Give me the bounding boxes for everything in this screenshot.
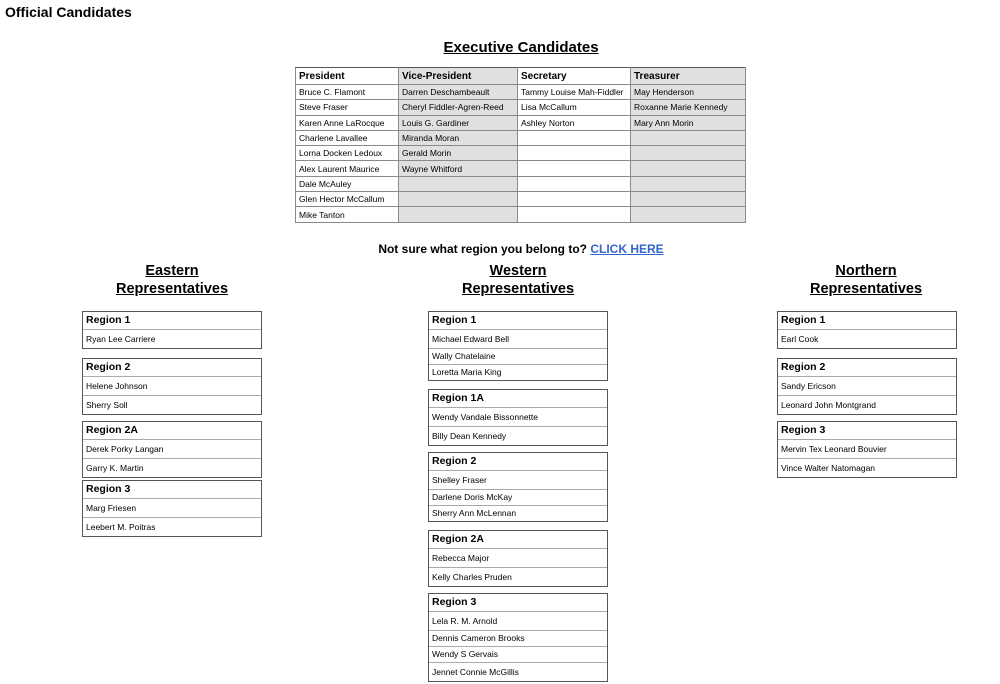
candidate-name: Sherry Soll <box>86 400 128 410</box>
region-title: Region 2A <box>83 422 261 440</box>
candidate-cell-treasurer: May Henderson <box>631 85 746 100</box>
column-header-treasurer: Treasurer <box>631 68 746 85</box>
eastern-region-box <box>82 421 262 478</box>
candidate-cell-treasurer: Mary Ann Morin <box>631 115 746 130</box>
candidate-cell-vice-president: Gerald Morin <box>399 146 518 161</box>
candidate-name: Michael Edward Bell <box>429 330 607 349</box>
northern-region-box <box>777 311 957 349</box>
eastern-heading <box>72 262 272 298</box>
column-header-secretary: Secretary <box>518 68 631 85</box>
candidate-name: Vince Walter Natomagan <box>781 463 876 473</box>
western-region-box <box>428 452 608 522</box>
candidate-name: Leebert M. Poitras <box>86 522 156 532</box>
candidate-name: Wendy Vandale Bissonnette <box>429 408 607 427</box>
western-region-box <box>428 530 608 587</box>
executive-heading: Executive Candidates <box>443 39 599 56</box>
northern-heading-line2: Representatives <box>809 281 923 297</box>
northern-region-box <box>777 358 957 415</box>
western-heading-line1: Western <box>489 263 547 279</box>
eastern-heading-line2: Representatives <box>115 281 229 297</box>
region-title: Region 3 <box>778 422 956 440</box>
western-region-box <box>428 593 608 682</box>
table-row <box>296 100 746 115</box>
candidate-name: Rebecca Major <box>429 549 607 568</box>
western-heading-line2: Representatives <box>461 281 575 297</box>
candidate-cell-vice-president: Miranda Moran <box>399 130 518 145</box>
candidate-name: Helene Johnson <box>83 377 261 396</box>
candidate-name: Wendy S Gervais <box>429 647 607 663</box>
candidate-cell-president: Alex Laurent Maurice <box>296 161 399 176</box>
candidate-cell-president: Dale McAuley <box>296 176 399 191</box>
candidate-cell-secretary <box>518 176 631 191</box>
candidate-name: Dennis Cameron Brooks <box>429 631 607 647</box>
candidate-cell-treasurer <box>631 146 746 161</box>
candidate-cell-president: Steve Fraser <box>296 100 399 115</box>
western-region-box <box>428 311 608 381</box>
column-header-vice-president: Vice-President <box>399 68 518 85</box>
candidate-name: Shelley Fraser <box>429 471 607 490</box>
candidate-cell-secretary <box>518 161 631 176</box>
candidate-name: Billy Dean Kennedy <box>432 431 507 441</box>
candidate-cell-vice-president <box>399 176 518 191</box>
region-title: Region 1 <box>83 312 261 330</box>
candidate-cell-vice-president <box>399 207 518 222</box>
region-title: Region 1 <box>778 312 956 330</box>
candidate-cell-vice-president: Darren Deschambeault <box>399 85 518 100</box>
region-title: Region 1A <box>429 390 607 408</box>
table-header-row <box>296 68 746 85</box>
candidate-name: Ryan Lee Carriere <box>86 334 156 344</box>
candidate-cell-president: Bruce C. Flamont <box>296 85 399 100</box>
candidate-cell-secretary <box>518 130 631 145</box>
candidate-cell-secretary: Lisa McCallum <box>518 100 631 115</box>
region-title: Region 2 <box>429 453 607 471</box>
western-region-box <box>428 389 608 446</box>
column-header-president: President <box>296 68 399 85</box>
candidate-cell-treasurer <box>631 161 746 176</box>
candidate-cell-treasurer <box>631 192 746 207</box>
candidate-cell-treasurer <box>631 207 746 222</box>
candidate-name: Mervin Tex Leonard Bouvier <box>778 440 956 459</box>
table-row <box>296 192 746 207</box>
candidate-name: Lela R. M. Arnold <box>429 612 607 631</box>
northern-heading <box>766 262 966 298</box>
eastern-region-box <box>82 358 262 415</box>
candidate-name: Kelly Charles Pruden <box>432 572 512 582</box>
table-row <box>296 207 746 222</box>
region-title: Region 2A <box>429 531 607 549</box>
candidate-name: Jennet Connie McGillis <box>432 667 519 677</box>
table-row <box>296 161 746 176</box>
region-title: Region 2 <box>778 359 956 377</box>
region-prompt <box>0 242 1000 256</box>
northern-heading-line1: Northern <box>835 263 897 279</box>
page-title: Official Candidates <box>5 4 132 20</box>
region-title: Region 3 <box>83 481 261 499</box>
table-row <box>296 176 746 191</box>
candidate-name: Darlene Doris McKay <box>429 490 607 506</box>
region-title: Region 2 <box>83 359 261 377</box>
candidate-name: Sherry Ann McLennan <box>432 508 517 518</box>
candidate-name: Earl Cook <box>781 334 819 344</box>
candidate-cell-treasurer <box>631 130 746 145</box>
candidate-name: Leonard John Montgrand <box>781 400 876 410</box>
region-prompt-text: Not sure what region you belong to? <box>378 242 587 256</box>
candidate-name: Wally Chatelaine <box>429 349 607 365</box>
candidate-name: Sandy Ericson <box>778 377 956 396</box>
candidate-cell-secretary <box>518 207 631 222</box>
candidate-cell-treasurer <box>631 176 746 191</box>
executive-candidates-table <box>295 67 746 223</box>
candidate-cell-president: Charlene Lavallee <box>296 130 399 145</box>
candidate-name: Loretta Maria King <box>432 367 502 377</box>
candidate-cell-president: Lorna Docken Ledoux <box>296 146 399 161</box>
candidate-cell-treasurer: Roxanne Marie Kennedy <box>631 100 746 115</box>
candidate-cell-secretary: Ashley Norton <box>518 115 631 130</box>
western-heading <box>418 262 618 298</box>
eastern-region-box <box>82 480 262 537</box>
candidate-cell-vice-president: Wayne Whitford <box>399 161 518 176</box>
table-row <box>296 85 746 100</box>
candidate-name: Derek Porky Langan <box>83 440 261 459</box>
candidate-name: Garry K. Martin <box>86 463 144 473</box>
table-row <box>296 146 746 161</box>
candidate-cell-vice-president <box>399 192 518 207</box>
candidate-cell-secretary: Tammy Louise Mah-Fiddler <box>518 85 631 100</box>
candidate-cell-secretary <box>518 192 631 207</box>
eastern-heading-line1: Eastern <box>145 263 199 279</box>
candidate-cell-secretary <box>518 146 631 161</box>
candidate-cell-president: Glen Hector McCallum <box>296 192 399 207</box>
candidate-cell-vice-president: Louis G. Gardiner <box>399 115 518 130</box>
northern-region-box <box>777 421 957 478</box>
click-here-link[interactable]: CLICK HERE <box>590 242 664 256</box>
table-row <box>296 130 746 145</box>
region-title: Region 1 <box>429 312 607 330</box>
candidate-cell-president: Mike Tanton <box>296 207 399 222</box>
eastern-region-box <box>82 311 262 349</box>
candidate-cell-president: Karen Anne LaRocque <box>296 115 399 130</box>
region-title: Region 3 <box>429 594 607 612</box>
candidate-cell-vice-president: Cheryl Fiddler-Agren-Reed <box>399 100 518 115</box>
table-row <box>296 115 746 130</box>
candidate-name: Marg Friesen <box>83 499 261 518</box>
